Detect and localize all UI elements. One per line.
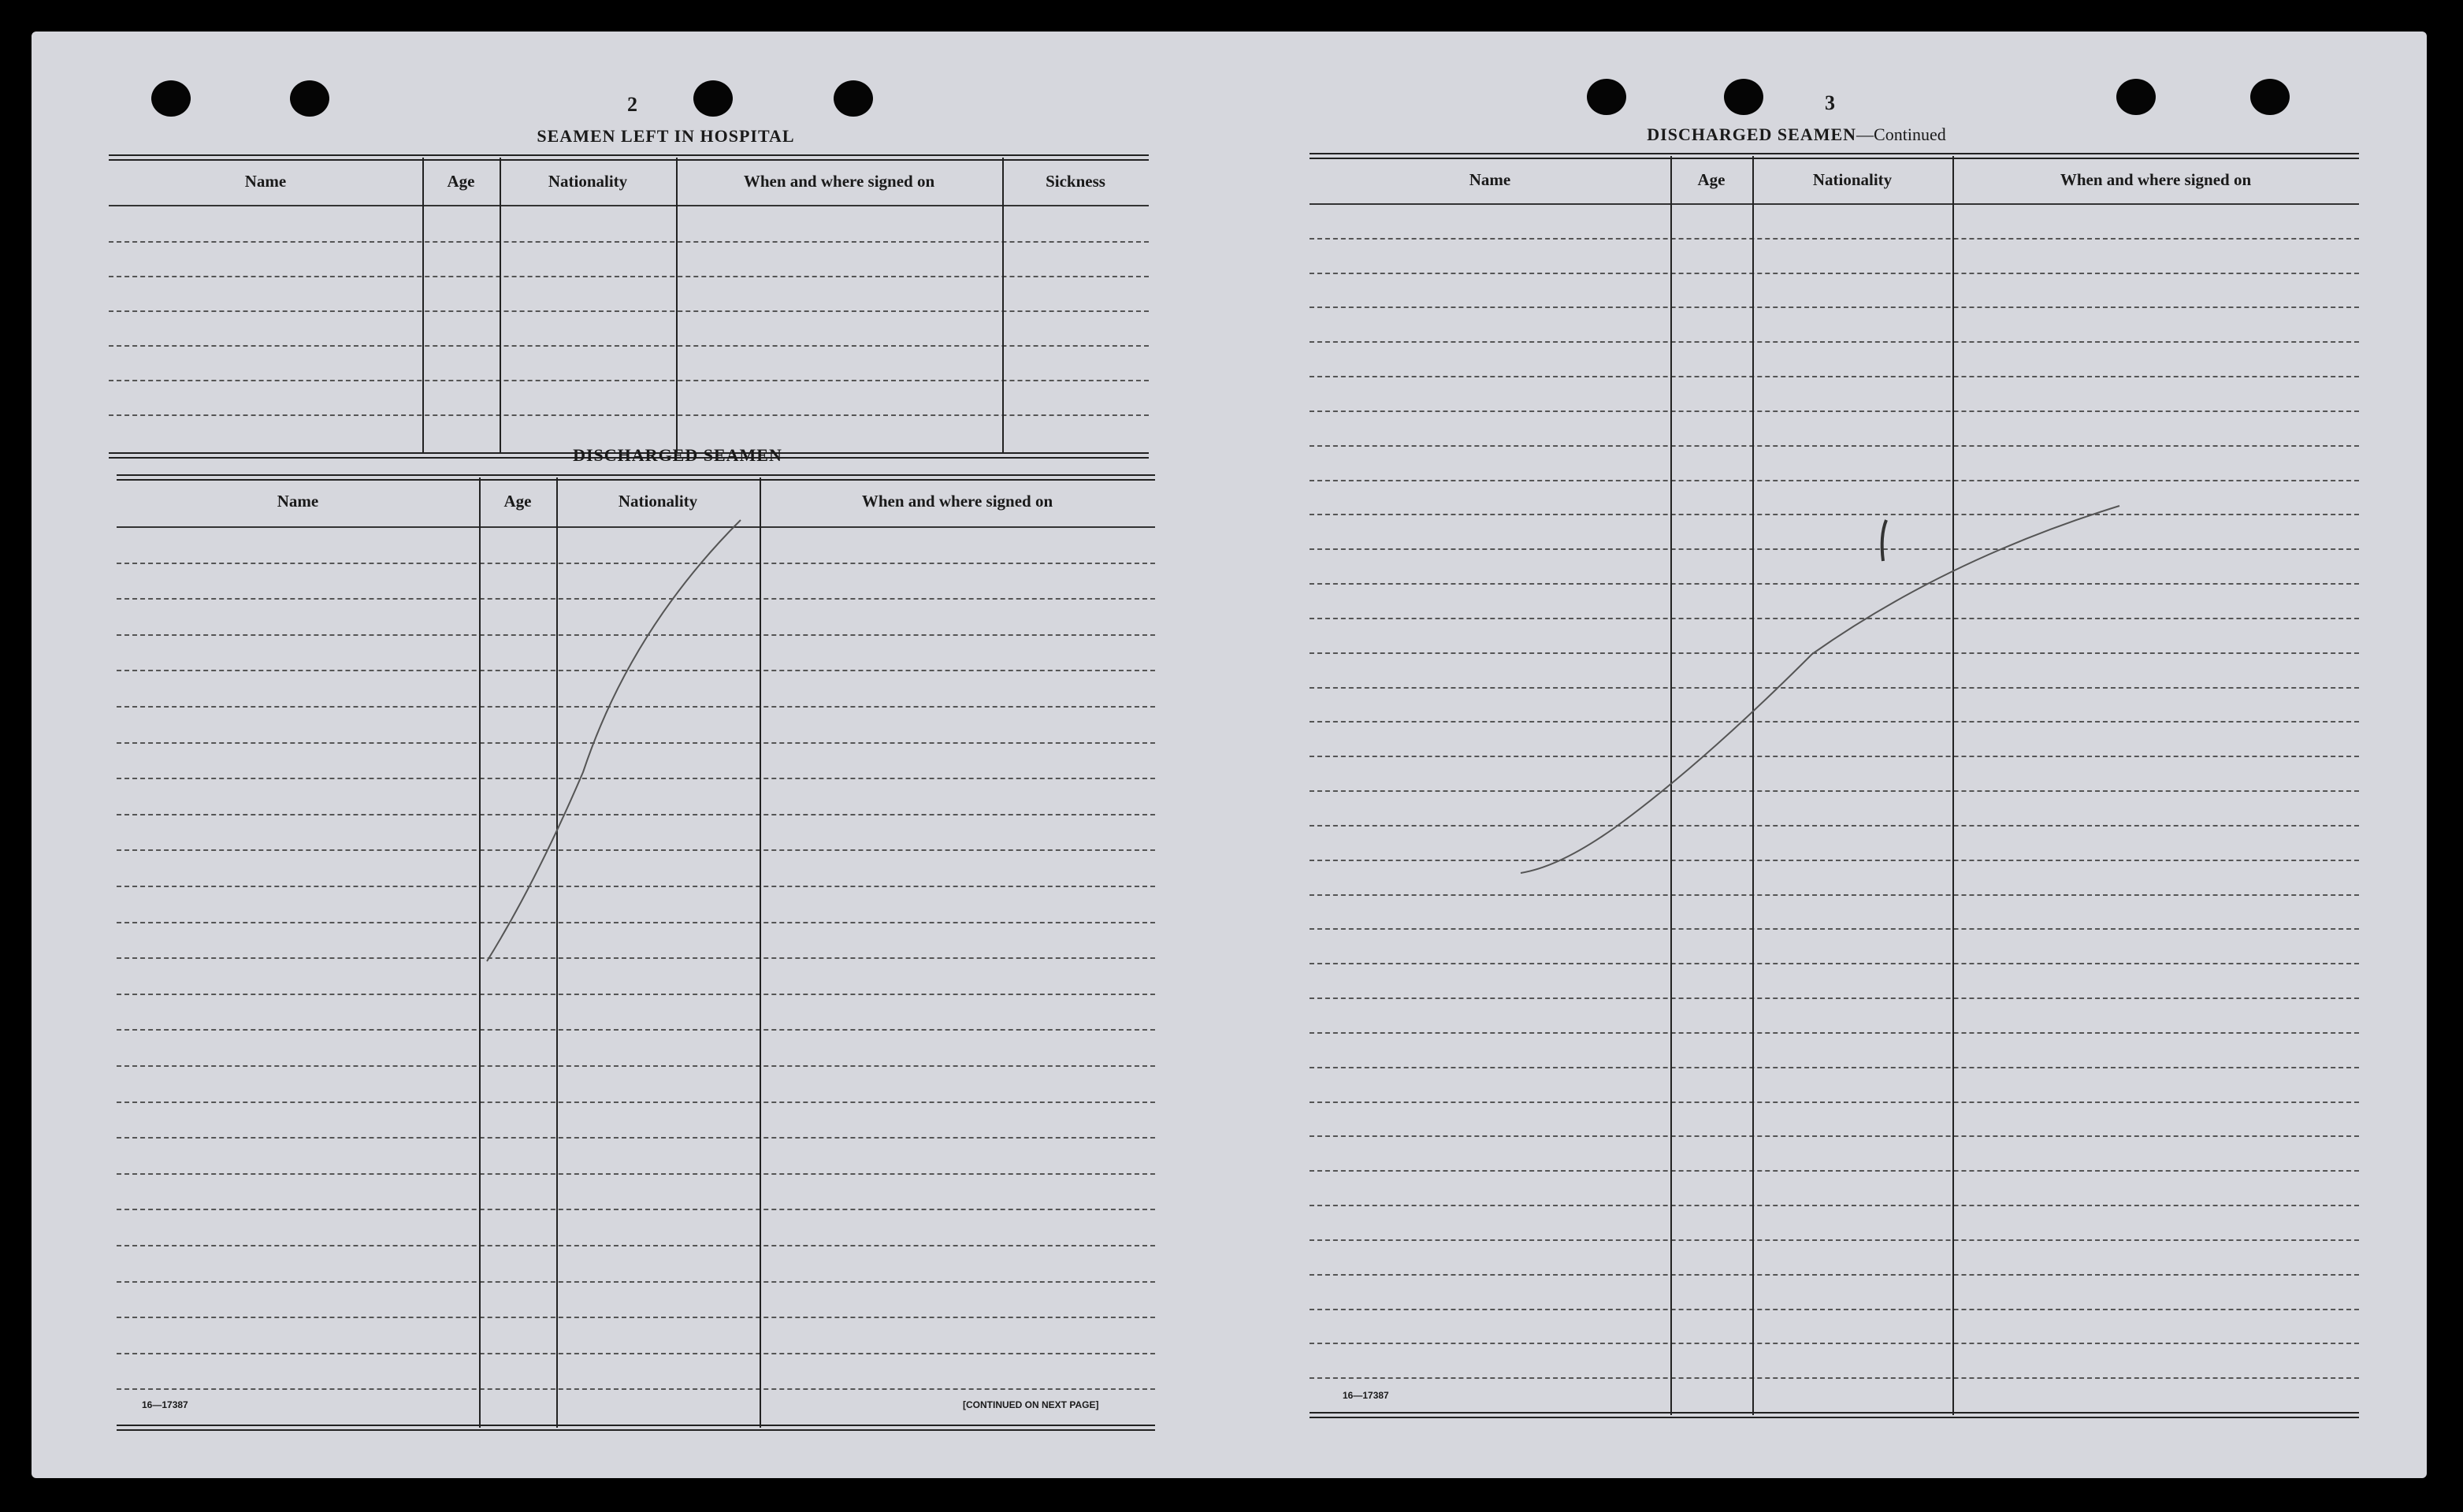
col-header-age: Age: [503, 492, 532, 511]
col-header-name: Name: [1469, 170, 1511, 189]
form-number: 16—17387: [1343, 1390, 1389, 1401]
pencil-mark-right: [1521, 506, 2119, 873]
col-header-age: Age: [1697, 170, 1726, 189]
col-header-name: Name: [244, 172, 287, 191]
title-suffix: —Continued: [1856, 124, 1946, 144]
pencil-strike-marks: [32, 32, 2427, 1478]
page-number: 2: [627, 93, 637, 116]
form-number: 16—17387: [142, 1399, 188, 1410]
col-header-name: Name: [277, 492, 319, 511]
col-header-signed-on: When and where signed on: [861, 492, 1053, 511]
col-header-nationality: Nationality: [1812, 170, 1893, 189]
col-header-nationality: Nationality: [618, 492, 698, 511]
col-header-sickness: Sickness: [1046, 172, 1105, 191]
pencil-mark-left: [487, 520, 741, 961]
page-number: 3: [1825, 91, 1835, 114]
continued-note: [CONTINUED ON NEXT PAGE]: [963, 1399, 1099, 1410]
col-header-age: Age: [447, 172, 475, 191]
title-main: DISCHARGED SEAMEN: [1647, 124, 1857, 144]
pencil-tick: [1882, 520, 1886, 561]
col-header-signed-on: When and where signed on: [2060, 170, 2252, 189]
discharged-title: DISCHARGED SEAMEN: [573, 445, 782, 465]
col-header-nationality: Nationality: [548, 172, 628, 191]
col-header-signed-on: When and where signed on: [743, 172, 935, 191]
hospital-title: SEAMEN LEFT IN HOSPITAL: [537, 126, 795, 146]
document-sheet: [32, 32, 2427, 1478]
